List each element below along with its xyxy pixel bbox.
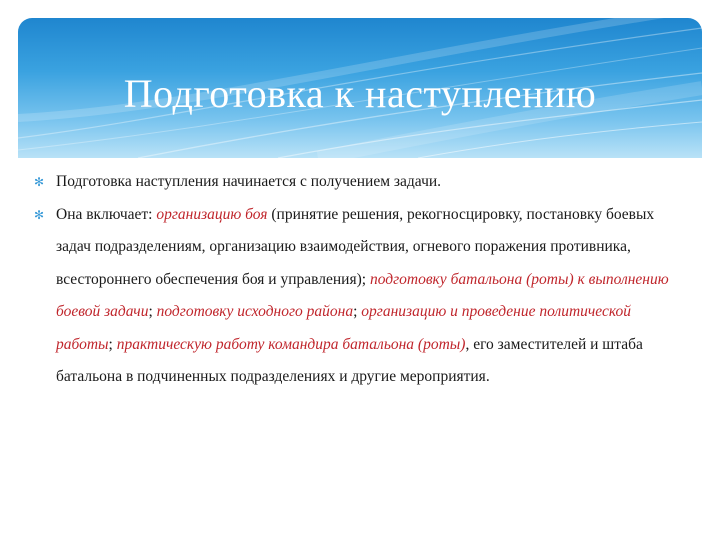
bullet-text-part: (принятие решения, рекогносцировку, постановку боевых задач подразделениям, организацию взаимодействия, огневого поражения противника, всестороннего обеспечения боя и управления);: [56, 205, 655, 288]
emphasis-text: организацию и проведение политической работы: [56, 303, 632, 353]
content-area: [34, 166, 674, 394]
bullet-text: Подготовка наступления начинается с получением задачи.: [56, 173, 442, 190]
emphasis-text: практическую работу командира батальона (роты): [116, 335, 466, 353]
bullet-text-part: ;: [148, 303, 157, 320]
emphasis-text: подготовку исходного района: [156, 303, 354, 320]
bullet-item: [34, 199, 674, 394]
emphasis-text: подготовку батальона (роты) к выполнению боевой задачи: [56, 270, 669, 320]
bullet-item: [34, 166, 674, 199]
emphasis-text: организацию боя: [156, 205, 268, 223]
asterisk-bullet-icon: ✻: [34, 207, 45, 222]
bullet-text-part: ;: [108, 335, 117, 353]
slide-title: Подготовка к наступлению: [123, 71, 597, 116]
header-band: [18, 18, 702, 158]
bullet-text-part: ;: [353, 303, 362, 320]
asterisk-bullet-icon: ✻: [34, 175, 45, 189]
bullet-text-part: , его заместителей и штаба батальона в подчиненных подразделениях и другие мероприятия.: [56, 335, 643, 385]
bullet-text-part: Она включает:: [56, 205, 157, 223]
